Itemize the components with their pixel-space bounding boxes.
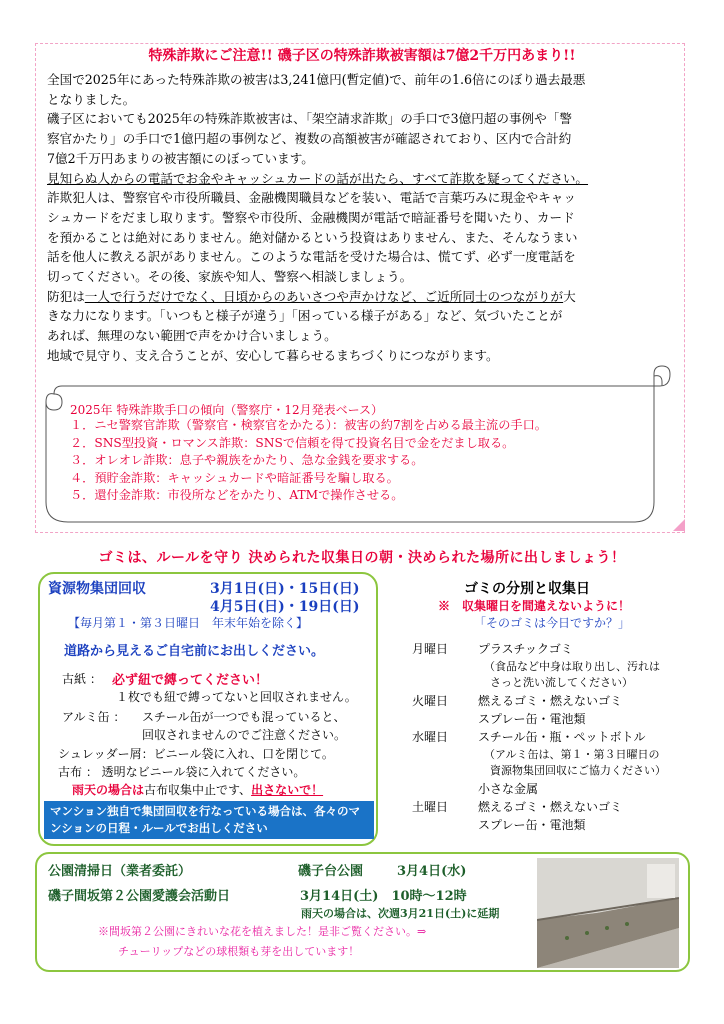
park-flowers-note: ※間坂第２公園にきれいな花を植えました！是非ご覧ください。⇒ [98,925,427,938]
park-clean-place: 磯子台公園 [298,864,364,879]
park-photo-drawing [537,858,679,968]
paper-label: 古紙 ： [62,672,102,686]
body-line: 詐欺犯人は、警察官や市役所職員、金融機関職員などを装い、電話で言葉巧みに現金やキャッ [47,190,576,206]
intro-line: 全国で2025年にあった特殊詐欺の被害は3,241億円(暫定値)で、前年の1.6倍にのぼり過去最悪 [47,72,586,87]
trend-item: ４．預貯金詐欺：キャッシュカードや暗証番号を騙し取る。 [70,470,399,485]
mansion-note: マンション独自で集団回収を行なっている場合は、各々のマンションの日程・ルールでお出しください [44,801,374,839]
body-line: 話を他人に教える訳がありません。このような電話を受けた場合は、慌てず、必ず一度電話を [47,249,576,265]
monday-item: プラスチックゴミ [478,642,573,656]
wednesday-note: （アルミ缶は、第１・第３日曜日の [484,748,660,761]
paper-note: １枚でも紐で縛ってないと回収されません。 [116,690,357,704]
fraud-warning: 見知らぬ人からの電話でお金やキャッシュカードの話が出たら、すべて詐欺を疑ってください。 [47,170,589,186]
wednesday-extra: 小さな金属 [478,782,539,796]
rain-line [72,781,323,798]
prevention-suffix: 大 [563,288,576,304]
wednesday-note: 資源物集団回収にご協力ください） [490,764,666,777]
can-note: 回収されませんのでご注意ください。 [142,728,347,742]
saturday-item: スプレー缶・電池類 [478,818,586,832]
intro-line: となりました。 [47,91,136,107]
monday-note: （食品など中身は取り出し、汚れは [484,660,660,673]
sorting-warning: ※ 収集曜日を間違えないように！ [438,599,631,613]
wednesday-item: スチール缶・瓶・ペットボトル [478,730,646,744]
rain-suffix: 出さないで！ [251,783,324,797]
paper-rule: 必ず紐で縛ってください！ [112,673,269,688]
park-activity-date: 3月14日(土) 10時～12時 [300,889,467,904]
body-line: きな力になります。「いつもと様子が違う」「困っている様子がある」など、気づいたことが [47,308,563,324]
intro-line: 磯子区においても2025年の特殊詐欺被害は、「架空請求詐欺」の手口で3億円超の事例や「警 [47,111,572,127]
body-line: あれば、無理のない範囲で声をかけ合いましょう。 [47,328,337,344]
rain-middle: 古布収集中止です、 [144,783,252,797]
trend-item: １．ニセ警察官詐欺（警察官・検察官をかたる）：被害の約7割を占める最主流の手口。 [70,418,547,432]
body-line: シュカードをだまし取ります。警察や市役所、金融機関が電話で暗証番号を聞いたり、カード [47,209,575,225]
can-rule: スチール缶が一つでも混っていると、 [142,710,346,724]
shredder-rule: シュレッダー屑：ビニール袋に入れ、口を閉じて。 [58,747,334,761]
trend-list [70,417,650,505]
can-label: アルミ缶 ： [62,710,126,724]
monday-note: さっと洗い流してください） [490,676,633,689]
trend-item: ５．還付金詐欺：市役所などをかたり、ATMで操作させる。 [70,488,404,503]
intro-line: 察官かたり」の手口で1億円超の事例など、複数の高額被害が確認されており、区内で合計約 [47,131,572,147]
body-line: 切ってください。その後、家族や知人、警察へ相談しましょう。 [47,269,413,285]
recycling-location [64,640,324,659]
prevention-underlined: 一人で行うだけでなく、日頃からのあいさつや声かけなど、ご近所同士のつながりが [84,288,564,304]
fraud-title: 特殊詐欺にご注意!! 磯子区の特殊詐欺被害額は7億2千万円あまり!! [148,48,576,64]
sorting-question: 「そのゴミは今日ですか？」 [474,616,631,630]
fraud-intro [47,70,677,366]
body-line: 地域で見守り、支え合うことが、安心して暮らせるまちづくりにつながります。 [47,347,499,363]
prevention-prefix: 防犯は [47,288,85,304]
park-activity-label: 磯子間坂第２公園愛護会活動日 [48,889,231,904]
recycling-dates-2: 4月5日(日)・19日(日) [210,599,360,615]
recycling-heading: 資源物集団回収 [48,581,146,597]
body-line: を預かることは絶対にありません。絶対儲かるという投資はありません、また、そんなうまい [47,229,578,245]
saturday-item: 燃えるゴミ・燃えないゴミ [478,800,623,814]
trend-item: ３．オレオレ詐欺：息子や親族をかたり、急な金銭を要求する。 [70,453,424,468]
location-text: 道路から見えるご自宅前にお出しください。 [64,644,325,659]
recycling-schedule: 【毎月第１・第３日曜日 年末年始を除く】 [68,616,309,630]
park-rain-note: 雨天の場合は、次週3月21日(土)に延期 [301,907,500,920]
intro-line: 7億2千万円あまりの被害額にのぼっています。 [47,150,314,166]
tuesday-item: スプレー缶・電池類 [478,712,586,726]
day-tuesday: 火曜日 [412,694,449,708]
park-clean-label: 公園清掃日（業者委託） [48,864,192,879]
trend-title: 2025年 特殊詐欺手口の傾向（警察庁・12月発表ベース） [70,403,384,417]
day-wednesday: 水曜日 [412,730,449,744]
park-bulbs-note: チューリップなどの球根類も芽を出しています！ [118,945,360,958]
day-saturday: 土曜日 [412,800,449,814]
day-monday: 月曜日 [412,642,449,656]
park-clean-date: 3月4日(水) [397,864,467,879]
park-photo [537,858,679,968]
cloth-rule: 古布 ： 透明なビニール袋に入れてください。 [58,765,306,779]
trend-item: ２．SNS型投資・ロマンス詐欺：SNSで信頼を得て投資名目で金をだまし取る。 [70,435,515,450]
garbage-title: ゴミは、ルールを守り 決められた収集日の朝・決められた場所に出しましょう！ [98,550,626,566]
rain-prefix: 雨天の場合は [72,783,145,797]
sorting-title: ゴミの分別と収集日 [464,581,590,597]
prevention-line [47,287,677,307]
tuesday-item: 燃えるゴミ・燃えないゴミ [478,694,623,708]
recycling-dates-1: 3月1日(日)・15日(日) [210,581,360,597]
